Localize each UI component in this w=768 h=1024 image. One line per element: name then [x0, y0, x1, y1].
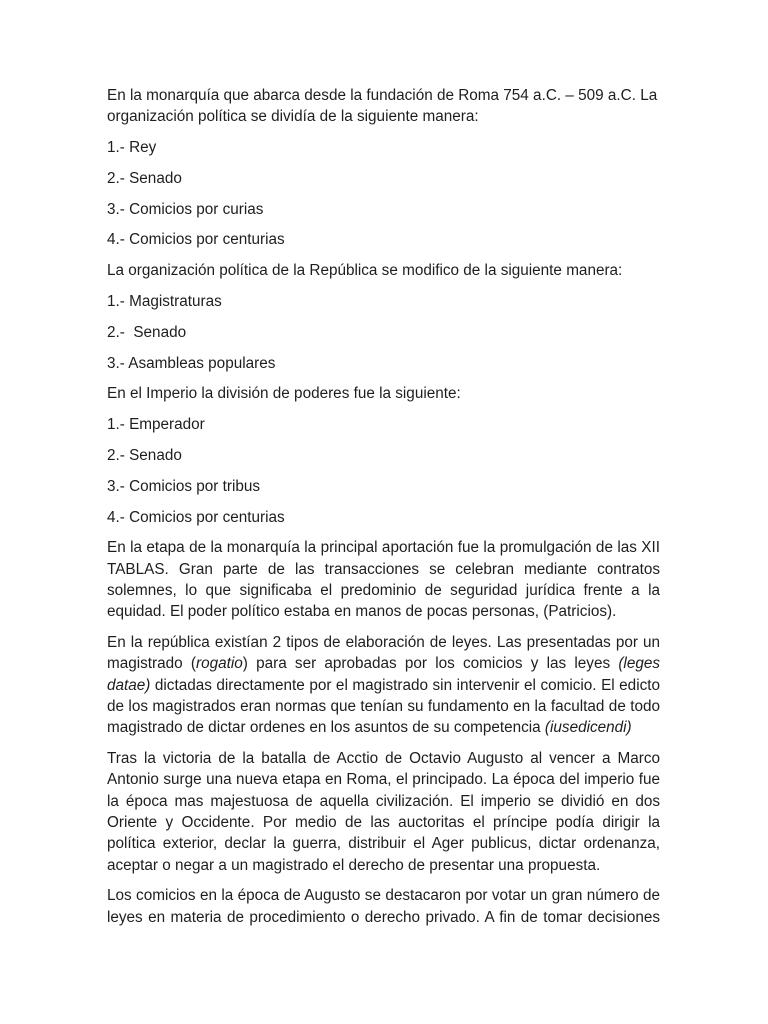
paragraph-republic-laws [107, 632, 660, 738]
list-item-senado: 2.- Senado [107, 169, 182, 187]
list-item-senado-imperio: 2.- Senado [107, 447, 182, 465]
paragraph-comicios-augusto: Los comicios en la época de Augusto se destacaron por votar un gran número de leyes en materia de procedimiento o derecho privado. A fin de tomar decisiones [107, 887, 660, 926]
paragraph-republic-intro: La organización política de la República se modifico de la siguiente manera: [107, 262, 623, 280]
italic-term-leges-datae: (leges datae) [107, 655, 660, 694]
document-page [107, 85, 660, 938]
paragraph-monarchy-contribution: En la etapa de la monarquía la principal aportación fue la promulgación de las XII TABLAS. Gran parte de las transacciones se celebran mediante contratos solemnes, lo que significaba el predominio de seguridad jurídica frente a la equidad. El poder político estaba en manos de pocas personas, (Patricios). [107, 539, 660, 621]
text-run: En la república existían 2 tipos de elaboración de leyes. Las presentadas por un magistrado ( [107, 634, 660, 673]
paragraph-principado: Tras la victoria de la batalla de Acctio de Octavio Augusto al vencer a Marco Antonio surge una nueva etapa en Roma, el principado. La época del imperio fue la época mas majestuosa de aquella civilización. El imperio se dividió en dos Oriente y Occidente. Por medio de las auctoritas el príncipe podía dirigir la política exterior, declar la guerra, distribuir el Ager publicus, dictar ordenanza, aceptar o negar a un magistrado el derecho de presentar una propuesta. [107, 750, 660, 874]
list-item-senado-republica: 2.- Senado [107, 323, 187, 341]
list-item-comicios-tribus: 3.- Comicios por tribus [107, 477, 261, 495]
text-run: ) para ser aprobadas por los comicios y las leyes [242, 655, 619, 673]
list-item-comicios-centurias-imperio: 4.- Comicios por centurias [107, 508, 285, 526]
paragraph-monarchy-intro: En la monarquía que abarca desde la fundación de Roma 754 a.C. – 509 a.C. La organización política se dividía de la siguiente manera: [107, 87, 658, 126]
list-item-comicios-curias: 3.- Comicios por curias [107, 200, 264, 218]
list-item-comicios-centurias: 4.- Comicios por centurias [107, 231, 285, 249]
text-run: dictadas directamente por el magistrado sin intervenir el comicio. El edicto de los magistrados eran normas que tenían su fundamento en la facultad de todo magistrado de dictar ordenes en los asuntos de su competencia [107, 676, 660, 737]
list-item-rey: 1.- Rey [107, 139, 157, 157]
paragraph-empire-intro: En el Imperio la división de poderes fue la siguiente: [107, 385, 461, 403]
list-item-magistraturas: 1.- Magistraturas [107, 293, 222, 311]
italic-term-iusedicendi: (iusedicendi) [544, 719, 632, 737]
list-item-emperador: 1.- Emperador [107, 416, 205, 434]
italic-term-rogatio: rogatio [196, 655, 243, 673]
list-item-asambleas: 3.- Asambleas populares [107, 354, 276, 372]
